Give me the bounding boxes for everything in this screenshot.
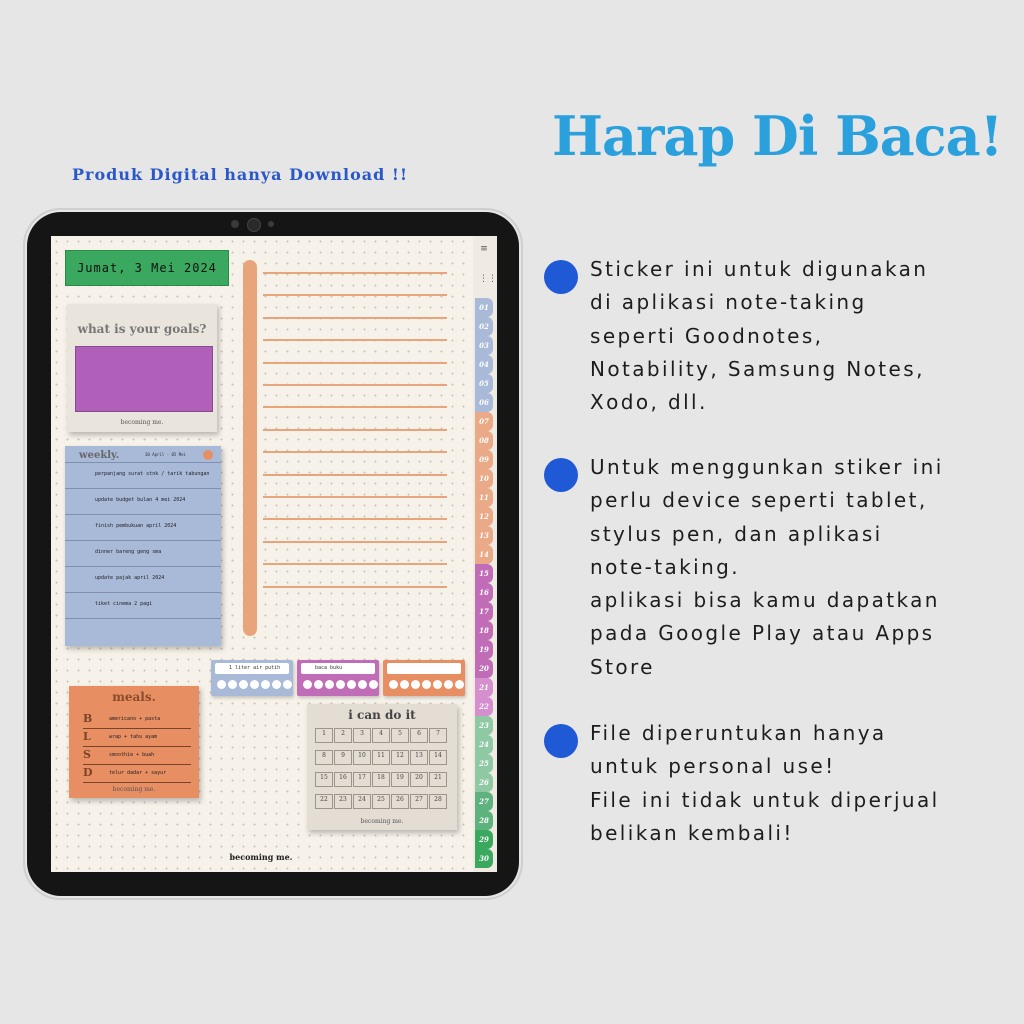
weekly-row-text: finish pembukuan april 2024 bbox=[95, 523, 177, 529]
meal-letter: L bbox=[83, 730, 91, 743]
tablet-mockup bbox=[27, 212, 519, 896]
timeline-row-line bbox=[263, 541, 447, 543]
habit-day-cell[interactable]: 4 bbox=[372, 728, 390, 743]
weekly-row bbox=[65, 566, 221, 593]
habit-day-cell[interactable]: 11 bbox=[372, 750, 390, 765]
weekly-row bbox=[65, 540, 221, 567]
habit-day-cell[interactable]: 7 bbox=[429, 728, 447, 743]
weekly-row bbox=[65, 514, 221, 541]
habit-day-cell[interactable]: 21 bbox=[429, 772, 447, 787]
day-tab[interactable]: 07 bbox=[475, 412, 493, 431]
habit-day-cell[interactable]: 8 bbox=[315, 750, 333, 765]
weekly-row-text: tiket cinema 2 pagi bbox=[95, 601, 153, 607]
meal-row bbox=[83, 730, 191, 747]
tracker-circle[interactable] bbox=[272, 680, 281, 689]
weekly-row-text: perpanjang surat stnk / tarik tabungan bbox=[95, 471, 210, 477]
weekly-row bbox=[65, 618, 221, 645]
timeline-row-line bbox=[263, 384, 447, 386]
habit-day-cell[interactable]: 5 bbox=[391, 728, 409, 743]
bullet-text: Untuk menggunkan stiker ini perlu device seperti tablet, stylus pen, dan aplikasi note-taking. aplikasi bisa kamu dapatkan pada Google Play atau Apps Store bbox=[590, 455, 944, 679]
day-tab[interactable]: 14 bbox=[475, 545, 493, 564]
habit-day-cell[interactable]: 20 bbox=[410, 772, 428, 787]
day-tab[interactable]: 26 bbox=[475, 773, 493, 792]
habit-day-cell[interactable]: 2 bbox=[334, 728, 352, 743]
tracker-circle[interactable] bbox=[389, 680, 398, 689]
habit-day-cell[interactable]: 17 bbox=[353, 772, 371, 787]
habit-day-cell[interactable]: 24 bbox=[353, 794, 371, 809]
meal-letter: D bbox=[83, 766, 93, 779]
timeline-row-line bbox=[263, 586, 447, 588]
meal-item: wrap + tahu ayam bbox=[109, 734, 158, 740]
habit-day-cell[interactable]: 10 bbox=[353, 750, 371, 765]
habit-day-cell[interactable]: 6 bbox=[410, 728, 428, 743]
day-tab[interactable]: 20 bbox=[475, 659, 493, 678]
timeline-row-line bbox=[263, 272, 447, 274]
tracker-circle[interactable] bbox=[455, 680, 464, 689]
tracker-circle[interactable] bbox=[358, 680, 367, 689]
bullet-dot-icon bbox=[544, 458, 578, 492]
meal-row bbox=[83, 748, 191, 765]
timeline-row-line bbox=[263, 406, 447, 408]
tracker-circle[interactable] bbox=[422, 680, 431, 689]
day-tab[interactable]: 24 bbox=[475, 735, 493, 754]
date-sticker[interactable] bbox=[65, 250, 229, 286]
tracker-circle[interactable] bbox=[239, 680, 248, 689]
day-tab[interactable]: 21 bbox=[475, 678, 493, 697]
day-tab[interactable]: 05 bbox=[475, 374, 493, 393]
tracker-circle[interactable] bbox=[336, 680, 345, 689]
day-tab[interactable]: 16 bbox=[475, 583, 493, 602]
tracker-circle[interactable] bbox=[250, 680, 259, 689]
timeline-row-line bbox=[263, 451, 447, 453]
habit-day-cell[interactable]: 26 bbox=[391, 794, 409, 809]
meal-row bbox=[83, 766, 191, 783]
footer-brand: becoming me. bbox=[229, 852, 293, 862]
meal-row bbox=[83, 712, 191, 729]
sensor-icon bbox=[268, 221, 274, 227]
day-tab[interactable]: 08 bbox=[475, 431, 493, 450]
meal-item: americano + pasta bbox=[109, 716, 161, 722]
timeline-row-line bbox=[263, 339, 447, 341]
day-tab[interactable]: 17 bbox=[475, 602, 493, 621]
day-tab[interactable]: 01 bbox=[475, 298, 493, 317]
day-tab[interactable]: 13 bbox=[475, 526, 493, 545]
grid-icon[interactable]: ⋮⋮ bbox=[479, 274, 497, 284]
goals-title: what is your goals? bbox=[77, 322, 207, 336]
sensor-icon bbox=[231, 220, 239, 228]
weekly-sticker[interactable] bbox=[65, 446, 221, 646]
day-tab[interactable]: 18 bbox=[475, 621, 493, 640]
habit-day-cell[interactable]: 3 bbox=[353, 728, 371, 743]
day-tab[interactable]: 06 bbox=[475, 393, 493, 412]
brand-label: becoming me. bbox=[112, 786, 156, 793]
planner-screen bbox=[51, 236, 497, 872]
page-subtitle: Produk Digital hanya Download !! bbox=[72, 165, 408, 184]
camera-icon bbox=[247, 218, 261, 232]
meal-letter: B bbox=[83, 712, 93, 725]
day-tab[interactable]: 19 bbox=[475, 640, 493, 659]
brand-label: becoming me. bbox=[360, 818, 404, 825]
habit-day-cell[interactable]: 25 bbox=[372, 794, 390, 809]
day-tab[interactable]: 10 bbox=[475, 469, 493, 488]
timeline-row-line bbox=[263, 317, 447, 319]
weekly-row bbox=[65, 488, 221, 515]
day-tab[interactable]: 09 bbox=[475, 450, 493, 469]
weekly-row-text: update budget bulan 4 mei 2024 bbox=[95, 497, 186, 503]
meal-item: smoothie + buah bbox=[109, 752, 155, 758]
page-title: Harap Di Baca! bbox=[552, 104, 1003, 168]
habit-calendar-title: i can do it bbox=[348, 708, 416, 722]
tracker-label bbox=[387, 663, 461, 674]
hourly-timeline bbox=[243, 260, 257, 636]
meal-item: telur dadar + sayur bbox=[109, 770, 167, 776]
habit-day-cell[interactable]: 9 bbox=[334, 750, 352, 765]
weekly-range: 30 April - 05 Mei bbox=[145, 452, 186, 457]
tracker-circle[interactable] bbox=[411, 680, 420, 689]
habit-day-cell[interactable]: 1 bbox=[315, 728, 333, 743]
menu-icon[interactable]: ≡ bbox=[480, 244, 488, 254]
tracker-circle[interactable] bbox=[314, 680, 323, 689]
tracker-circle[interactable] bbox=[444, 680, 453, 689]
tracker-circle[interactable] bbox=[400, 680, 409, 689]
timeline-row-line bbox=[263, 294, 447, 296]
day-tab[interactable]: 04 bbox=[475, 355, 493, 374]
day-tab[interactable]: 02 bbox=[475, 317, 493, 336]
habit-day-cell[interactable]: 15 bbox=[315, 772, 333, 787]
bullet-dot-icon bbox=[544, 724, 578, 758]
tracker-label: 1 liter air putih bbox=[215, 663, 289, 674]
tracker-circle[interactable] bbox=[433, 680, 442, 689]
day-tab[interactable]: 22 bbox=[475, 697, 493, 716]
habit-day-cell[interactable]: 27 bbox=[410, 794, 428, 809]
habit-day-cell[interactable]: 13 bbox=[410, 750, 428, 765]
day-tab[interactable]: 11 bbox=[475, 488, 493, 507]
habit-day-cell[interactable]: 23 bbox=[334, 794, 352, 809]
day-tab[interactable]: 30 bbox=[475, 849, 493, 868]
meal-letter: S bbox=[83, 748, 91, 761]
timeline-row-line bbox=[263, 429, 447, 431]
weekly-row-text: dinner bareng geng sma bbox=[95, 549, 162, 555]
weekly-row-text: update pajak april 2024 bbox=[95, 575, 165, 581]
tracker-circle[interactable] bbox=[325, 680, 334, 689]
tracker-circle[interactable] bbox=[303, 680, 312, 689]
week-badge-icon bbox=[203, 450, 213, 460]
bullet-dot-icon bbox=[544, 260, 578, 294]
day-tab[interactable]: 27 bbox=[475, 792, 493, 811]
date-text: Jumat, 3 Mei 2024 bbox=[77, 261, 217, 275]
habit-day-cell[interactable]: 18 bbox=[372, 772, 390, 787]
timeline-row-line bbox=[263, 496, 447, 498]
weekly-title: weekly. bbox=[79, 450, 120, 461]
bullet-text: File diperuntukan hanya untuk personal use! File ini tidak untuk diperjual belikan kembali! bbox=[590, 721, 940, 845]
day-tab[interactable]: 25 bbox=[475, 754, 493, 773]
tracker-water[interactable] bbox=[211, 660, 293, 696]
tracker-circle[interactable] bbox=[283, 680, 292, 689]
timeline-row-line bbox=[263, 362, 447, 364]
day-tab[interactable]: 03 bbox=[475, 336, 493, 355]
tracker-label: baca buku bbox=[301, 663, 375, 674]
day-tab[interactable]: 12 bbox=[475, 507, 493, 526]
timeline-row-line bbox=[263, 474, 447, 476]
day-tab[interactable]: 15 bbox=[475, 564, 493, 583]
weekly-row bbox=[65, 592, 221, 619]
day-tab[interactable]: 23 bbox=[475, 716, 493, 735]
goals-color-box bbox=[75, 346, 213, 412]
day-tab-strip bbox=[473, 236, 497, 872]
tracker-circle[interactable] bbox=[217, 680, 226, 689]
habit-day-cell[interactable]: 12 bbox=[391, 750, 409, 765]
habit-day-cell[interactable]: 28 bbox=[429, 794, 447, 809]
tracker-blank[interactable] bbox=[383, 660, 465, 696]
habit-day-cell[interactable]: 16 bbox=[334, 772, 352, 787]
habit-day-cell[interactable]: 22 bbox=[315, 794, 333, 809]
tracker-circle[interactable] bbox=[228, 680, 237, 689]
meals-sticker[interactable] bbox=[69, 686, 199, 798]
timeline-row-line bbox=[263, 518, 447, 520]
tracker-circle[interactable] bbox=[261, 680, 270, 689]
bullet-text: Sticker ini untuk digunakan di aplikasi note-taking seperti Goodnotes, Notability, Samsung Notes, Xodo, dll. bbox=[590, 257, 929, 415]
tracker-circle[interactable] bbox=[347, 680, 356, 689]
tracker-reading[interactable] bbox=[297, 660, 379, 696]
weekly-row bbox=[65, 462, 221, 489]
timeline-row-line bbox=[263, 563, 447, 565]
day-tab[interactable]: 28 bbox=[475, 811, 493, 830]
day-tab[interactable]: 29 bbox=[475, 830, 493, 849]
tracker-circle[interactable] bbox=[369, 680, 378, 689]
habit-day-cell[interactable]: 14 bbox=[429, 750, 447, 765]
habit-calendar-sticker[interactable] bbox=[307, 704, 457, 830]
goals-sticker[interactable] bbox=[67, 304, 217, 432]
brand-label: becoming me. bbox=[120, 419, 164, 426]
habit-day-cell[interactable]: 19 bbox=[391, 772, 409, 787]
meals-title: meals. bbox=[112, 690, 156, 704]
